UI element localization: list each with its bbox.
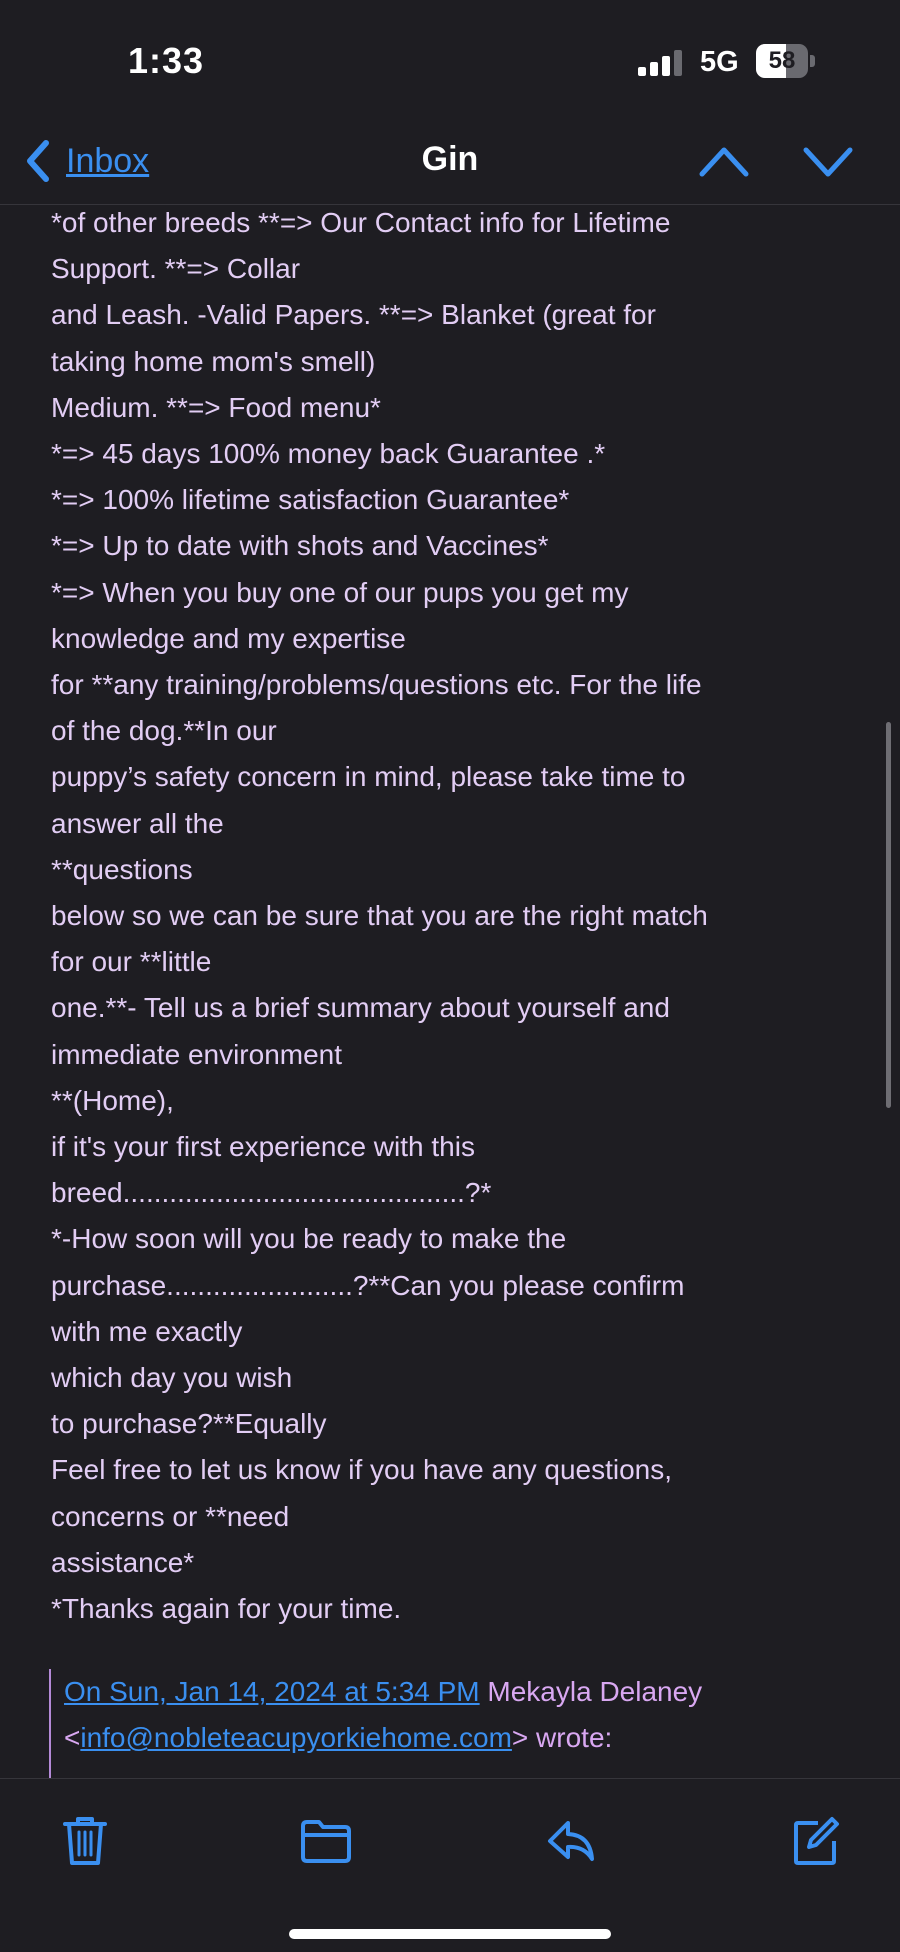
nav-bar xyxy=(0,120,900,205)
message-line: *=> Up to date with shots and Vaccines* xyxy=(51,530,549,562)
message-line: and Leash. -Valid Papers. **=> Blanket (great for xyxy=(51,299,656,331)
chevron-left-icon xyxy=(22,139,54,183)
quote-date-link[interactable]: On Sun, Jan 14, 2024 at 5:34 PM xyxy=(64,1676,480,1707)
quote-email-close: > wrote: xyxy=(511,1722,613,1754)
message-line: Support. **=> Collar xyxy=(51,253,301,285)
scrollbar[interactable] xyxy=(886,722,891,1108)
message-body xyxy=(51,200,851,1632)
message-line: immediate environment xyxy=(51,1038,343,1070)
quote-sender: Mekayla Delaney xyxy=(479,1676,703,1707)
message-line: knowledge and my expertise xyxy=(51,622,406,654)
bottom-toolbar xyxy=(0,1778,900,1952)
message-line: Feel free to let us know if you have any questions, xyxy=(51,1454,673,1486)
network-type: 5G xyxy=(700,46,739,78)
message-line: with me exactly xyxy=(51,1315,243,1347)
battery-icon xyxy=(756,44,816,78)
compose-icon[interactable] xyxy=(792,1815,840,1867)
quote-email-link[interactable]: info@nobleteacupyorkiehome.com xyxy=(80,1722,512,1754)
battery-level: 58 xyxy=(768,47,796,74)
reply-icon[interactable] xyxy=(546,1815,596,1867)
message-line: *=> 100% lifetime satisfaction Guarantee* xyxy=(51,484,570,516)
message-line: purchase........................?**Can you please confirm xyxy=(51,1269,685,1301)
message-line: *of other breeds **=> Our Contact info for Lifetime xyxy=(51,207,671,238)
message-line: *=> 45 days 100% money back Guarantee .* xyxy=(51,438,606,470)
status-time: 1:33 xyxy=(128,40,205,81)
quote-email-open: < xyxy=(64,1722,81,1754)
message-line: **questions xyxy=(51,853,193,885)
folder-icon[interactable] xyxy=(300,1815,352,1867)
back-to-inbox-button[interactable] xyxy=(22,136,149,186)
message-line: **(Home), xyxy=(51,1084,174,1116)
previous-message-icon[interactable] xyxy=(698,142,750,182)
quote-line-2 xyxy=(64,1715,702,1761)
message-line: concerns or **need xyxy=(51,1500,290,1532)
message-line: below so we can be sure that you are the right match xyxy=(51,900,708,932)
message-line: for **any training/problems/questions etc. For the life xyxy=(51,669,702,701)
message-line: of the dog.**In our xyxy=(51,715,277,747)
message-line: *-How soon will you be ready to make the xyxy=(51,1223,567,1255)
home-indicator[interactable] xyxy=(289,1929,611,1939)
cellular-signal-icon xyxy=(638,50,682,76)
message-line: breed............................................?* xyxy=(51,1177,492,1209)
back-label: Inbox xyxy=(66,141,150,180)
quote-line-1 xyxy=(64,1669,702,1715)
message-line: to purchase?**Equally xyxy=(51,1408,327,1440)
sender-title: Gin xyxy=(421,140,479,178)
message-line: one.**- Tell us a brief summary about yourself and xyxy=(51,992,670,1024)
message-line: taking home mom's smell) xyxy=(51,345,376,377)
message-line: assistance* xyxy=(51,1546,195,1578)
message-line: answer all the xyxy=(51,807,224,839)
message-line: for our **little xyxy=(51,946,212,978)
message-line: which day you wish xyxy=(51,1362,293,1394)
message-line: *Thanks again for your time. xyxy=(51,1593,402,1625)
quoted-message xyxy=(49,1669,702,1779)
status-bar xyxy=(0,0,900,120)
message-line: if it's your first experience with this xyxy=(51,1131,475,1163)
message-line: Medium. **=> Food menu* xyxy=(51,391,381,423)
message-line: puppy’s safety concern in mind, please take time to xyxy=(51,761,686,793)
trash-icon[interactable] xyxy=(61,1815,109,1867)
message-line: *=> When you buy one of our pups you get my xyxy=(51,576,629,608)
next-message-icon[interactable] xyxy=(802,142,854,182)
